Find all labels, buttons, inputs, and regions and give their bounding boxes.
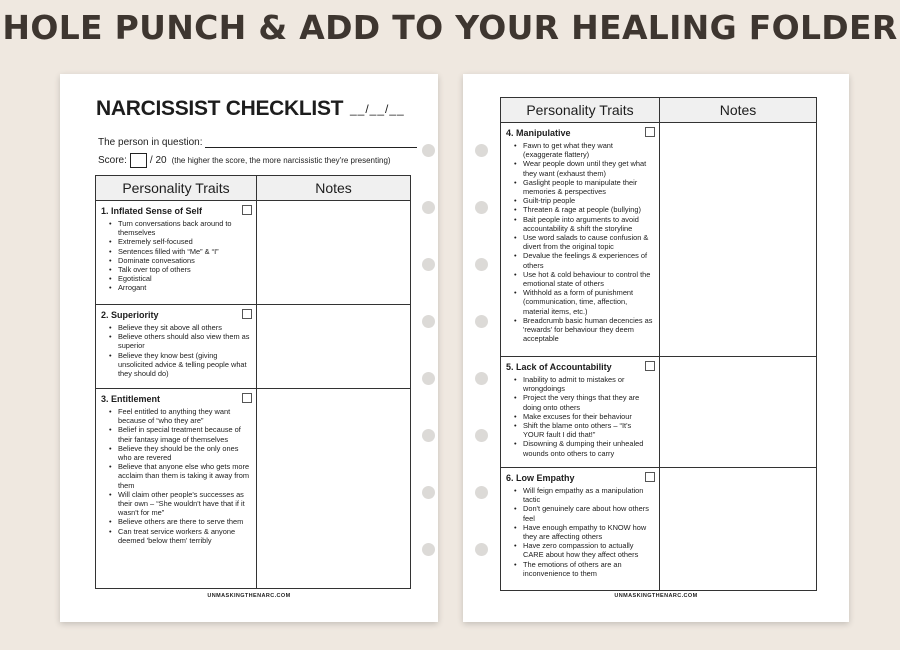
punch-hole-icon [475, 258, 488, 271]
person-label: The person in question: [98, 137, 203, 148]
table-row [501, 468, 817, 591]
date-field[interactable]: __/__/__ [350, 102, 405, 116]
list-item: • Fawn to get what they want (exaggerate flattery) [501, 141, 653, 159]
punch-hole-icon [422, 372, 435, 385]
list-item: • Extremely self-focused [96, 237, 250, 246]
trait-checkbox[interactable] [242, 205, 252, 215]
list-item: • Feel entitled to anything they want because of “who they are” [96, 407, 250, 425]
notes-cell[interactable] [257, 305, 411, 389]
list-item: • Can treat service workers & anyone deemed 'below them' terribly [96, 527, 250, 545]
trait-checkbox[interactable] [242, 309, 252, 319]
punch-hole-icon [475, 201, 488, 214]
list-item: • Withhold as a form of punishment (communication, time, affection, material items, etc.) [501, 288, 653, 316]
table-row [96, 305, 411, 389]
punch-hole-icon [422, 258, 435, 271]
punch-hole-icon [475, 543, 488, 556]
score-total: / 20 [149, 155, 167, 166]
punch-hole-icon [475, 144, 488, 157]
list-item: • Bait people into arguments to avoid accountability & shift the storyline [501, 215, 653, 233]
notes-cell[interactable] [660, 123, 817, 357]
list-item: • Use word salads to cause confusion & divert from the original topic [501, 233, 653, 251]
list-item: • Believe they should be the only ones who are revered [96, 444, 250, 462]
list-item: • Believe others are there to serve them [96, 517, 250, 526]
list-item: • Use hot & cold behaviour to control the emotional state of others [501, 270, 653, 288]
notes-cell[interactable] [660, 357, 817, 468]
checklist-page-right [463, 74, 849, 622]
traits-table [500, 97, 817, 591]
list-item: • Threaten & rage at people (bullying) [501, 205, 653, 214]
list-item: • Believe others should also view them as superior [96, 332, 250, 350]
col-header-traits: Personality Traits [96, 176, 257, 201]
punch-hole-icon [422, 144, 435, 157]
list-item: • Will feign empathy as a manipulation tactic [501, 486, 653, 504]
trait-checkbox[interactable] [242, 393, 252, 403]
trait-checkbox[interactable] [645, 127, 655, 137]
punch-hole-icon [475, 372, 488, 385]
list-item: • Sentences filled with “Me” & “I” [96, 247, 250, 256]
list-item: • Believe that anyone else who gets more acclaim than them is taking it away from them [96, 462, 250, 490]
punch-hole-icon [475, 429, 488, 442]
list-item: • Talk over top of others [96, 265, 250, 274]
punch-hole-icon [422, 543, 435, 556]
table-row [96, 389, 411, 589]
person-row [98, 137, 417, 148]
score-note: (the higher the score, the more narcissistic they're presenting) [171, 156, 391, 165]
list-item: • Devalue the feelings & experiences of others [501, 251, 653, 269]
list-item: • Have enough empathy to KNOW how they are affecting others [501, 523, 653, 541]
trait-title: 6. Low Empathy [506, 473, 575, 483]
list-item: • The emotions of others are an inconvenience to them [501, 560, 653, 578]
list-item: • Disowning & dumping their unhealed wounds onto others to carry [501, 439, 653, 457]
trait-title: 3. Entitlement [101, 394, 161, 404]
person-field[interactable] [205, 137, 417, 148]
traits-table [95, 175, 411, 589]
punch-hole-icon [422, 315, 435, 328]
trait-title: 1. Inflated Sense of Self [101, 206, 203, 216]
trait-cell [501, 357, 660, 468]
list-item: • Guilt-trip people [501, 196, 653, 205]
checklist-page-left [60, 74, 438, 622]
notes-cell[interactable] [257, 201, 411, 305]
trait-title: 5. Lack of Accountability [506, 362, 612, 372]
list-item: • Shift the blame onto others – “It's YOUR fault I did that!” [501, 421, 653, 439]
table-row [96, 201, 411, 305]
punch-hole-icon [422, 429, 435, 442]
list-item: • Dominate convesations [96, 256, 250, 265]
punch-hole-icon [475, 486, 488, 499]
list-item: • Inability to admit to mistakes or wrongdoings [501, 375, 653, 393]
notes-cell[interactable] [257, 389, 411, 589]
trait-cell [96, 201, 257, 305]
col-header-notes: Notes [257, 176, 411, 201]
list-item: • Don't genuinely care about how others feel [501, 504, 653, 522]
trait-cell [501, 468, 660, 591]
list-item: • Turn conversations back around to themselves [96, 219, 250, 237]
trait-title: 4. Manipulative [506, 128, 571, 138]
list-item: • Project the very things that they are doing onto others [501, 393, 653, 411]
trait-cell [501, 123, 660, 357]
list-item: • Will claim other people's successes as their own – “She wouldn't have that if it wasn't for me” [96, 490, 250, 518]
banner-heading: HOLE PUNCH & ADD TO YOUR HEALING FOLDER [2, 8, 898, 47]
trait-title: 2. Superiority [101, 310, 159, 320]
score-label: Score: [98, 155, 127, 166]
trait-cell [96, 389, 257, 589]
list-item: • Breadcrumb basic human decencies as 'rewards' for behaviour they deem acceptable [501, 316, 653, 344]
score-row [98, 153, 391, 168]
list-item: • Arrogant [96, 283, 250, 292]
table-row [501, 123, 817, 357]
trait-checkbox[interactable] [645, 361, 655, 371]
list-item: • Believe they sit above all others [96, 323, 250, 332]
list-item: • Egotistical [96, 274, 250, 283]
page-footer: UNMASKINGTHENARC.COM [614, 593, 698, 599]
trait-cell [96, 305, 257, 389]
list-item: • Gaslight people to manipulate their memories & perspectives [501, 178, 653, 196]
score-input[interactable] [130, 153, 147, 168]
list-item: • Make excuses for their behaviour [501, 412, 653, 421]
punch-hole-icon [475, 315, 488, 328]
trait-checkbox[interactable] [645, 472, 655, 482]
col-header-traits: Personality Traits [501, 98, 660, 123]
list-item: • Belief in special treatment because of their fantasy image of themselves [96, 425, 250, 443]
punch-hole-icon [422, 486, 435, 499]
col-header-notes: Notes [660, 98, 817, 123]
list-item: • Believe they know best (giving unsolicited advice & telling people what they should do) [96, 351, 250, 379]
list-item: • Wear people down until they get what they want (exhaust them) [501, 159, 653, 177]
page-title: NARCISSIST CHECKLIST [96, 97, 344, 120]
page-footer: UNMASKINGTHENARC.COM [207, 593, 291, 599]
list-item: • Have zero compassion to actually CARE about how they affect others [501, 541, 653, 559]
table-row [501, 357, 817, 468]
notes-cell[interactable] [660, 468, 817, 591]
punch-hole-icon [422, 201, 435, 214]
